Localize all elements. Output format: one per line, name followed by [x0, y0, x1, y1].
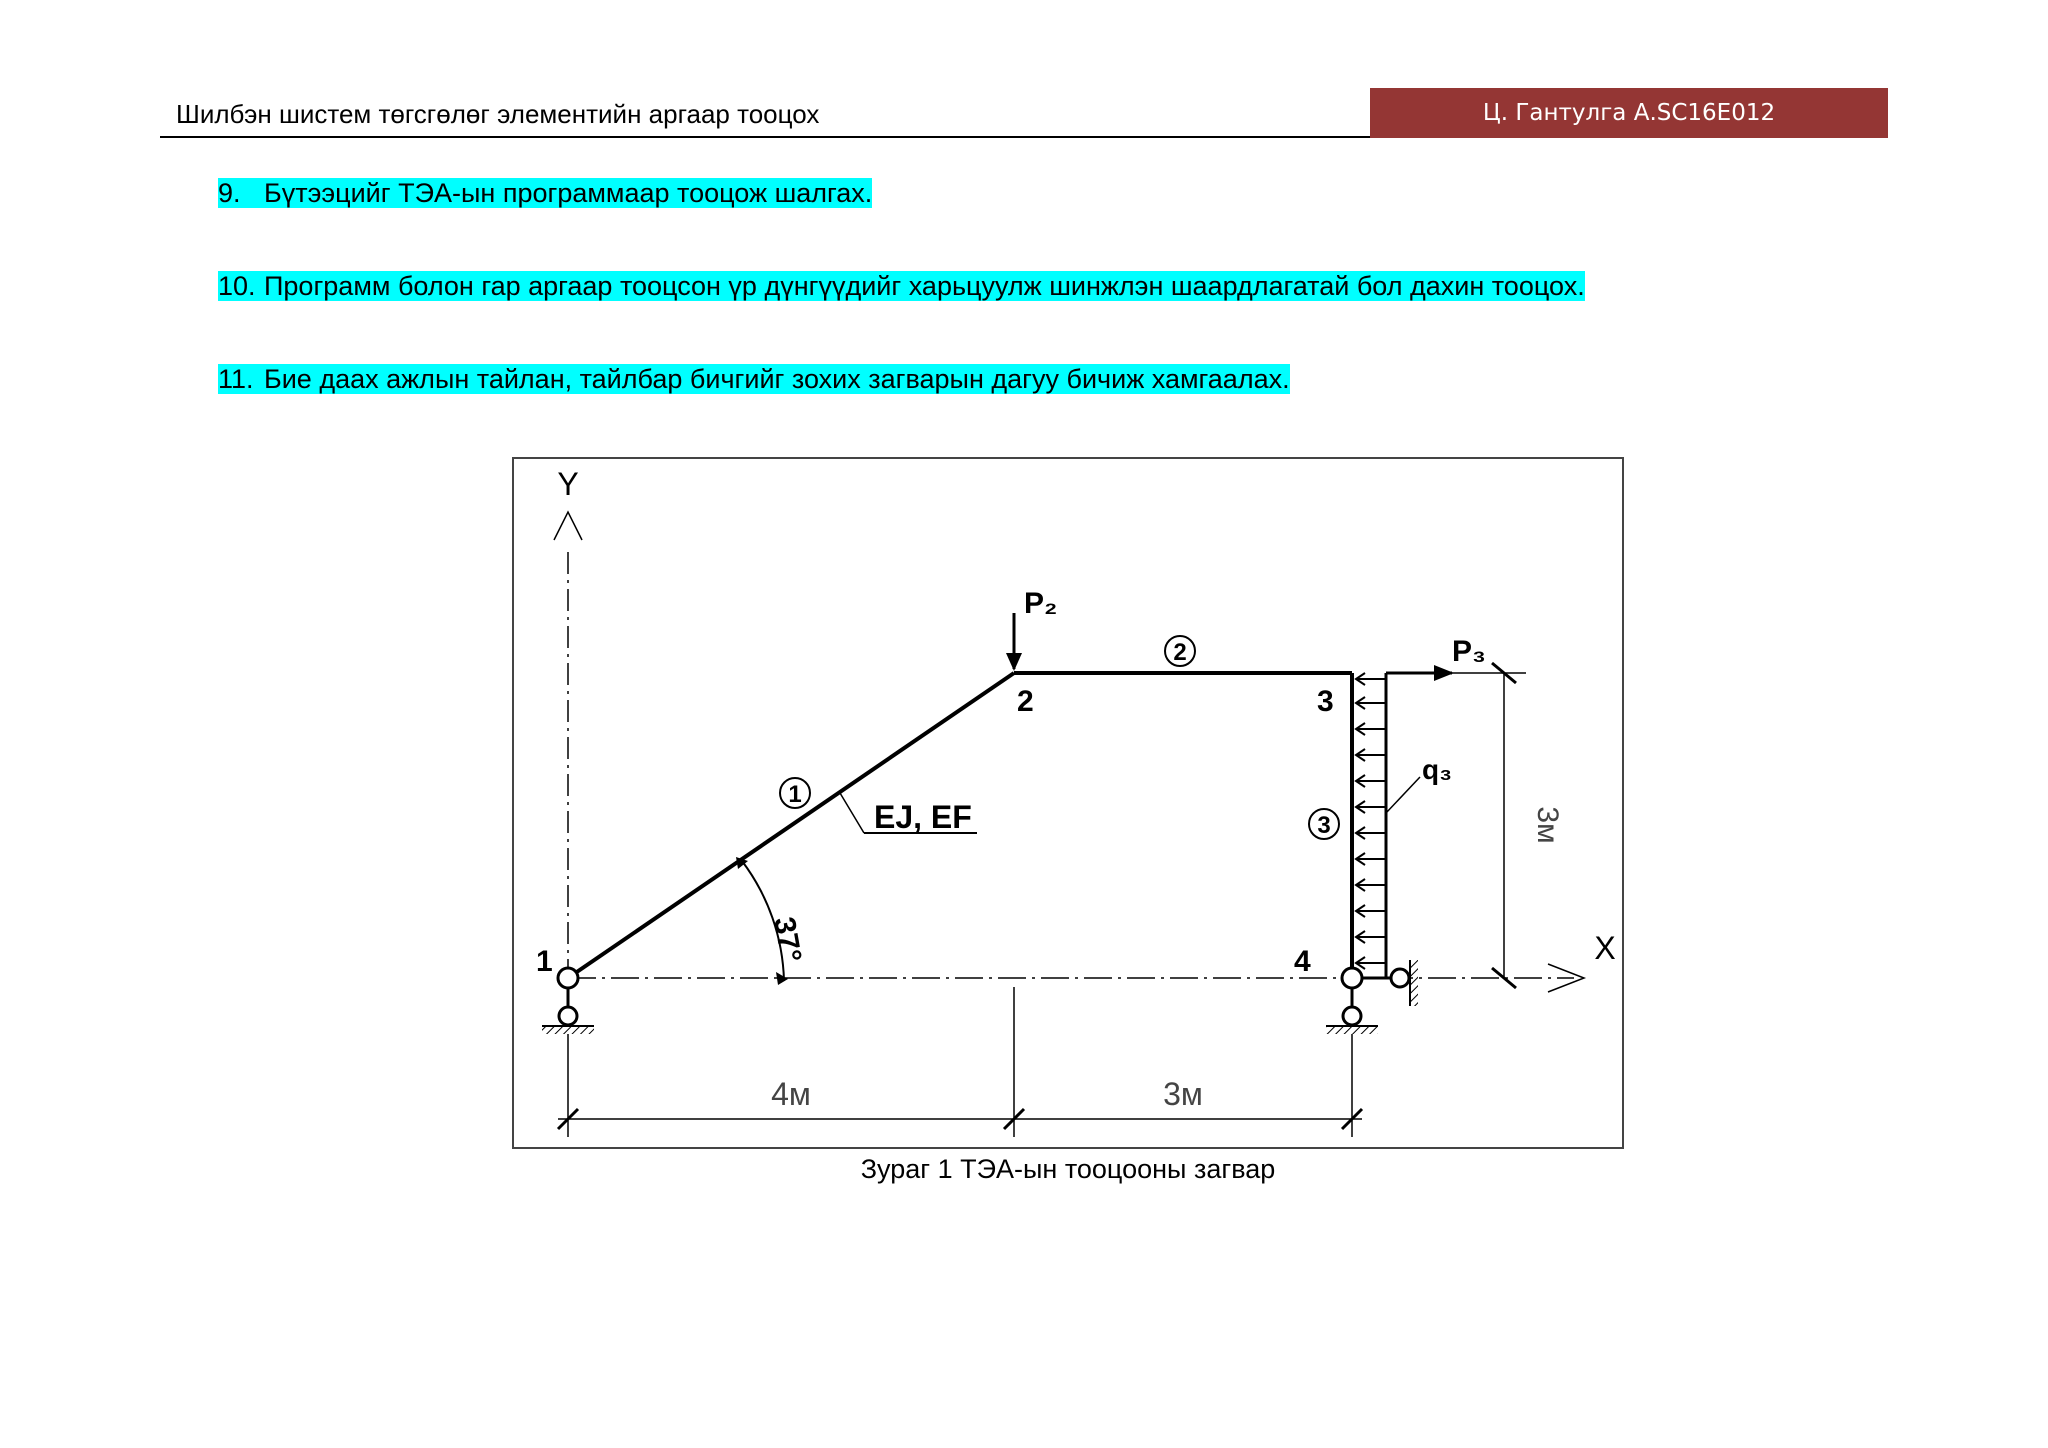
step-number: 9. — [218, 178, 241, 208]
element-label-2 — [1165, 636, 1195, 666]
dimension-right-label: 3м — [1163, 1076, 1203, 1112]
y-axis-label: Y — [557, 466, 579, 502]
figure-caption: Зураг 1 ТЭА-ын тооцооны загвар — [860, 1154, 1276, 1184]
node-4-hinge — [1342, 968, 1362, 988]
step-number: 10. — [218, 271, 256, 301]
svg-text:2: 2 — [1173, 639, 1187, 666]
dimension-base — [558, 987, 1362, 1137]
svg-text:EJ, EF: EJ, EF — [874, 799, 972, 835]
element-label-1 — [780, 778, 810, 808]
angle-annotation — [736, 857, 807, 985]
dimension-height — [1400, 663, 1564, 988]
pin-support-node-4 — [1326, 988, 1378, 1034]
step-11 — [218, 362, 1290, 396]
step-text: Бүтээцийг ТЭА-ын программаар тооцож шалгах. — [264, 178, 873, 208]
step-number: 11. — [218, 364, 254, 394]
svg-text:1: 1 — [788, 781, 802, 808]
distributed-load-q3 — [1356, 673, 1452, 978]
svg-text:3м: 3м — [1531, 806, 1564, 844]
pin-support-node-1 — [542, 988, 594, 1034]
node-label-1: 1 — [536, 945, 553, 978]
x-axis-label: X — [1594, 930, 1616, 966]
y-axis — [554, 466, 582, 977]
header-author-badge: Ц. Гантулга А.SC16E012 — [1370, 88, 1888, 138]
load-q3-label: q₃ — [1422, 754, 1453, 785]
element-label-3 — [1309, 809, 1339, 839]
load-p3 — [1386, 635, 1486, 681]
roller-support-node-4 — [1362, 960, 1418, 1006]
stiffness-label — [840, 793, 977, 835]
svg-text:3: 3 — [1317, 812, 1331, 839]
x-axis — [568, 930, 1616, 992]
svg-text:37°: 37° — [767, 914, 808, 965]
step-10 — [218, 269, 1585, 303]
load-p2-label: P₂ — [1024, 587, 1058, 620]
node-label-3: 3 — [1317, 685, 1334, 718]
step-text: Программ болон гар аргаар тооцсон үр дүнгүүдийг харьцуулж шинжлэн шаардлагатай бол дахин тооцох. — [264, 271, 1585, 301]
node-1-hinge — [558, 968, 578, 988]
header-divider — [160, 136, 1370, 138]
figure-frame — [513, 458, 1623, 1148]
dimension-left-label: 4м — [771, 1076, 811, 1112]
node-label-4: 4 — [1294, 945, 1311, 978]
header-title: Шилбэн шистем төгсгөлөг элементийн аргаар тооцох — [176, 99, 820, 129]
load-p3-label: P₃ — [1452, 635, 1486, 668]
truss-diagram — [512, 457, 1624, 1149]
step-text: Бие даах ажлын тайлан, тайлбар бичгийг зохих загварын дагуу бичиж хамгаалах. — [264, 364, 1290, 394]
node-label-2: 2 — [1017, 685, 1034, 718]
load-p2 — [1006, 587, 1057, 671]
step-9 — [218, 176, 872, 210]
